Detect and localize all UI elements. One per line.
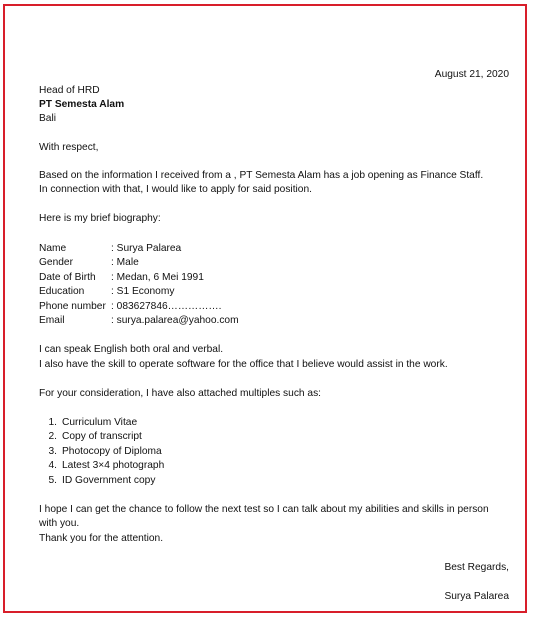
bio-label: Gender — [39, 257, 73, 268]
bio-label: Name — [39, 243, 67, 254]
list-number: 3. — [48, 446, 57, 457]
attachment-text: Curriculum Vitae — [62, 417, 138, 428]
closing-line-1: I hope I can get the chance to follow the next test so I can talk about my abilities and skills in person — [39, 504, 489, 515]
bio-value: : Male — [111, 257, 139, 268]
attachment-text: Latest 3×4 photograph — [62, 460, 165, 471]
letter-frame — [3, 4, 527, 613]
list-number: 2. — [48, 431, 57, 442]
bio-label: Date of Birth — [39, 272, 96, 283]
intro-line-1: Based on the information I received from a , PT Semesta Alam has a job opening as Finance Staff. — [39, 170, 484, 181]
attachment-item — [39, 416, 137, 429]
bio-label: Email — [39, 315, 65, 326]
attachment-item — [39, 430, 142, 443]
bio-heading: Here is my brief biography: — [39, 213, 161, 224]
list-number: 4. — [48, 460, 57, 471]
bio-value: : Surya Palarea — [111, 243, 182, 254]
list-number: 5. — [48, 475, 57, 486]
bio-row-phone — [39, 300, 221, 313]
greeting: With respect, — [39, 142, 99, 153]
skills-line-1: I can speak English both oral and verbal. — [39, 344, 224, 355]
bio-row-dob — [39, 271, 204, 284]
attachment-text: Photocopy of Diploma — [62, 446, 162, 457]
bio-row-email — [39, 314, 239, 327]
attachment-item — [39, 445, 162, 458]
recipient-title: Head of HRD — [39, 85, 100, 96]
recipient-city: Bali — [39, 113, 56, 124]
signature-name: Surya Palarea — [444, 591, 509, 602]
bio-row-education — [39, 285, 174, 298]
bio-row-gender — [39, 256, 139, 269]
bio-row-name — [39, 242, 181, 255]
bio-label: Education — [39, 286, 85, 297]
bio-value: : S1 Economy — [111, 286, 175, 297]
bio-value: : 083627846……………. — [111, 301, 222, 312]
recipient-company: PT Semesta Alam — [39, 99, 125, 110]
attachments-heading: For your consideration, I have also attached multiples such as: — [39, 388, 322, 399]
closing-line-3: Thank you for the attention. — [39, 533, 164, 544]
bio-value: : Medan, 6 Mei 1991 — [111, 272, 204, 283]
attachment-text: Copy of transcript — [62, 431, 142, 442]
letter-date: August 21, 2020 — [434, 69, 509, 80]
bio-value: : surya.palarea@yahoo.com — [111, 315, 239, 326]
bio-label: Phone number — [39, 301, 106, 312]
attachment-text: ID Government copy — [62, 475, 156, 486]
attachment-item — [39, 474, 155, 487]
attachment-item — [39, 459, 164, 472]
sign-off: Best Regards, — [444, 562, 509, 573]
intro-line-2: In connection with that, I would like to apply for said position. — [39, 184, 312, 195]
list-number: 1. — [48, 417, 57, 428]
skills-line-2: I also have the skill to operate software for the office that I believe would assist in the work. — [39, 359, 448, 370]
closing-line-2: with you. — [39, 518, 80, 529]
